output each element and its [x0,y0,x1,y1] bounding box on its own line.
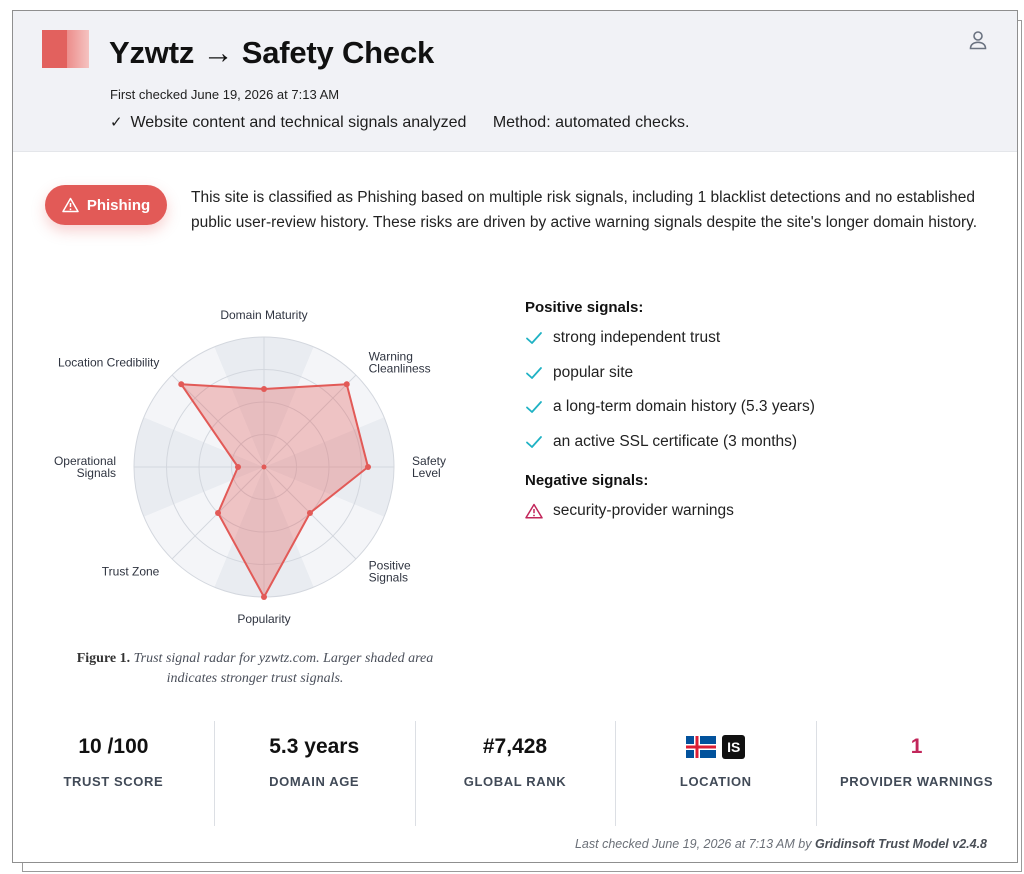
signal-text: a long-term domain history (5.3 years) [553,398,815,416]
positive-signals-heading: Positive signals: [525,299,644,316]
signals-panel [525,299,985,529]
user-icon[interactable] [967,29,989,51]
radar-axis-label-line: Safety [412,454,447,468]
radar-axis-label-line: Popularity [237,612,291,626]
radar-axis-label-line: Cleanliness [368,361,431,376]
warning-triangle-icon [62,197,79,213]
radar-axis-label [58,355,159,369]
classification-summary: This site is classified as Phishing based on multiple risk signals, including 1 blacklist detections and no established public user-review history. These risks are driven by active warning signals despite the site's longer domain history. [191,189,978,231]
badge-label: Phishing [86,196,151,214]
analysis-row [110,113,689,132]
radar-point [178,381,184,387]
stat-provider-warnings [816,718,1017,828]
radar-center-point [262,465,267,470]
warning-triangle-icon [525,503,553,519]
radar-point [261,594,267,600]
provider-warnings-label: PROVIDER WARNINGS [839,774,994,789]
negative-signals-heading: Negative signals: [525,472,649,489]
first-checked-date: First checked June 19, 2026 at 7:13 AM [110,87,340,102]
check-icon [525,399,553,415]
signal-text: strong independent trust [553,329,721,347]
stats-row [13,718,1017,828]
radar-axis-label [237,612,290,626]
radar-point [344,381,350,387]
caption-label: Figure 1. [76,651,131,666]
brand-logo [42,30,89,68]
caption-text: Trust signal radar for yzwtz.com. Larger shaded area indicates stronger trust signals. [133,651,434,686]
radar-axis-label-line: Signals [76,466,116,480]
iceland-flag-icon [686,736,716,758]
header [13,11,1017,152]
radar-axis-label [412,454,446,480]
radar-axis-label [220,308,307,322]
signal-item [525,356,985,391]
radar-point [261,386,267,392]
radar-axis-label-line: Trust Zone [101,564,160,579]
radar-axis-label-line: Positive [368,558,411,573]
safety-check-card [12,10,1018,863]
signal-item [525,390,985,425]
radar-axis-label-line: Location Credibility [57,355,160,370]
radar-axis-label [54,454,116,480]
last-checked-footer [575,837,987,851]
radar-axis-label-line: Operational [53,454,116,468]
negative-signals-list [525,494,985,529]
global-rank-label: GLOBAL RANK [463,774,567,789]
location-label: LOCATION [679,774,752,789]
positive-signals-list [525,321,985,459]
radar-axis-label [369,349,431,375]
radar-axis-label-line: Domain Maturity [220,308,308,322]
signal-text: popular site [553,363,634,381]
stat-trust-score [13,718,214,828]
radar-point [235,464,241,470]
radar-point [365,464,371,470]
check-icon [525,330,553,346]
signal-item [525,321,985,356]
radar-axis-label [102,565,160,579]
signal-item [525,425,985,460]
trust-model-name: Gridinsoft Trust Model v2.4.8 [814,837,987,851]
trust-radar-chart [33,296,473,626]
signal-item [525,494,985,529]
trust-score-label: TRUST SCORE [63,774,164,789]
domain-age-value: 5.3 years [269,735,360,758]
location-value [615,732,816,762]
domain-age-label: DOMAIN AGE [269,774,360,789]
stat-location [615,718,816,828]
signal-text: an active SSL certificate (3 months) [553,432,798,450]
radar-axis-label-line: Warning [368,349,413,364]
radar-axis-label-line: Level [412,466,441,480]
radar-axis-label-line: Signals [368,570,409,585]
trust-score-value: 10 /100 [78,735,149,758]
footer-prefix: Last checked June 19, 2026 at 7:13 AM by [574,837,812,851]
method-note: Method: automated checks. [492,114,690,131]
provider-warnings-value: 1 [910,735,923,758]
radar-point [307,510,313,516]
page-title: Yzwtz → Safety Check [109,35,435,70]
figure-caption [55,649,455,689]
stat-global-rank [415,718,616,828]
radar-axis-label [369,559,411,585]
country-code: IS [722,735,745,759]
stat-domain-age [214,718,415,828]
phishing-badge [45,185,167,225]
signal-text: security-provider warnings [553,502,734,520]
analysis-note: Website content and technical signals analyzed [130,114,467,131]
global-rank-value: #7,428 [482,735,548,758]
radar-point [215,510,221,516]
check-icon [525,365,553,381]
checkmark-icon: ✓ [110,114,123,131]
check-icon [525,434,553,450]
